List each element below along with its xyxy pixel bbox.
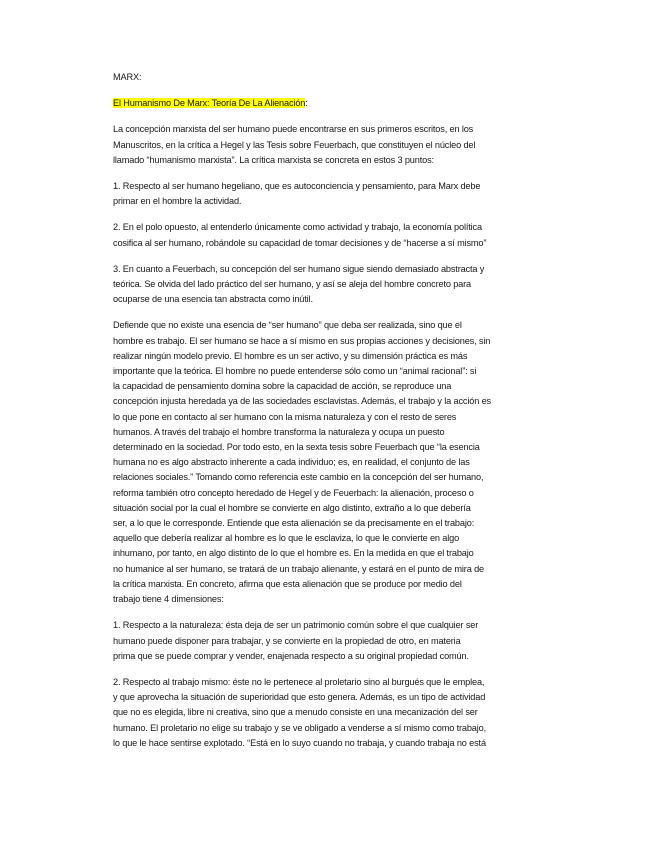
text-line: aquello que debería realizar al hombre es lo que le esclaviza, lo que le convierte en algo (113, 533, 460, 544)
text-line: la capacidad de pensamiento domina sobre la capacidad de acción, se reproduce una (113, 381, 452, 392)
text-line: llamado “humanismo marxista”. La crítica marxista se concreta en estos 3 puntos: (113, 154, 434, 165)
paragraph (113, 179, 543, 209)
document-heading (113, 70, 543, 85)
paragraph (113, 122, 543, 168)
text-line: concepción injusta heredada ya de las sociedades esclavistas. Además, el trabajo y la acción es (113, 396, 491, 407)
text-line: ocuparse de una esencia tan abstracta como inútil. (113, 294, 313, 305)
paragraph (113, 675, 543, 751)
text-line: cosifica al ser humano, robándole su capacidad de tomar decisiones y de “hacerse a sí mismo” (113, 237, 487, 248)
text-line: lo que le hace sentirse explotado. “Está en lo suyo cuando no trabaja, y cuando trabaja no está (113, 737, 486, 748)
text-line: que no es elegida, libre ni creativa, sino que a menudo consiste en una mecanización del ser (113, 707, 478, 718)
text-line: importante que la teórica. El hombre no puede entenderse sólo como un “animal racional”: si (113, 366, 477, 377)
text-line: prima que se puede comprar y vender, enajenada respecto a su original propiedad común. (113, 650, 469, 661)
section-title (113, 96, 543, 111)
text-line: 1. Respecto al ser humano hegeliano, que es autoconciencia y pensamiento, para Marx debe (113, 181, 481, 192)
text-line: humano. El proletario no elige su trabajo y se ve obligado a venderse a sí mismo como trabajo, (113, 722, 487, 733)
text-line: y que aprovecha la situación de superioridad que esto genera. Además, es un tipo de actividad (113, 692, 486, 703)
text-line: inhumano, por tanto, en algo distinto de lo que el hombre es. En la medida en que el trabajo (113, 548, 474, 559)
paragraph (113, 262, 543, 308)
document-body (113, 70, 543, 762)
highlighted-title: El Humanismo De Marx: Teoría De La Alienación (113, 98, 306, 109)
text-line: humana no es algo abstracto inherente a cada individuo; es, en realidad, el conjunto de las (113, 457, 470, 468)
text-line: realizar ningún modelo previo. El hombre es un ser activo, y su dimensión práctica es más (113, 350, 468, 361)
text-line: 2. En el polo opuesto, al entenderlo únicamente como actividad y trabajo, la economía política (113, 222, 482, 233)
paragraph (113, 618, 543, 664)
text-line: Manuscritos, en la crítica a Hegel y las Tesis sobre Feuerbach, que constituyen el núcleo del (113, 139, 476, 150)
text-line: 1. Respecto a la naturaleza: ésta deja de ser un patrimonio común sobre el que cualquier ser (113, 620, 479, 631)
text-line: 3. En cuanto a Feuerbach, su concepción del ser humano sigue siendo demasiado abstracta y (113, 263, 485, 274)
paragraph (113, 318, 543, 607)
text-line: la crítica marxista. En concreto, afirma que esta alienación que se produce por medio del (113, 578, 462, 589)
text-line: hombre es trabajo. El ser humano se hace a sí mismo en sus propias acciones y decisiones, sin (113, 335, 491, 346)
text-line: ser, a lo que le corresponde. Entiende que esta alienación se da precisamente en el trabajo: (113, 518, 475, 529)
text-line: primar en el hombre la actividad. (113, 196, 242, 207)
title-suffix: : (305, 98, 308, 109)
text-line: reforma también otro concepto heredado de Hegel y de Feuerbach: la alienación, proceso o (113, 487, 474, 498)
text-line: humano puede disponer para trabajar, y se convierte en la propiedad de otro, en materia (113, 635, 461, 646)
text-line: situación social por la cual el hombre se convierte en algo distinto, extraño a lo que debería (113, 502, 471, 513)
text-line: no humanice al ser humano, se tratará de un trabajo alienante, y estará en el punto de mira de (113, 563, 484, 574)
text-line: 2. Respecto al trabajo mismo: éste no le pertenece al proletario sino al burgués que le emplea, (113, 676, 485, 687)
text-line: relaciones sociales.” Tomando como referencia este cambio en la concepción del ser humano, (113, 472, 484, 483)
text-line: La concepción marxista del ser humano puede encontrarse en sus primeros escritos, en los (113, 124, 474, 135)
paragraph-list (113, 122, 543, 751)
text-line: teórica. Se olvida del lado práctico del ser humano, y así se aleja del hombre concreto para (113, 279, 471, 290)
text-line: lo que pone en contacto al ser humano con la misma naturaleza y con el resto de seres (113, 411, 457, 422)
text-line: determinado en la sociedad. Por todo esto, en la sexta tesis sobre Feuerbach que “la esencia (113, 442, 480, 453)
heading-text: MARX: (113, 72, 142, 82)
text-line: humanos. A través del trabajo el hombre transforma la naturaleza y ocupa un puesto (113, 426, 445, 437)
text-line: Defiende que no existe una esencia de “ser humano” que deba ser realizada, sino que el (113, 320, 462, 331)
paragraph (113, 220, 543, 250)
text-line: trabajo tiene 4 dimensiones: (113, 594, 224, 605)
